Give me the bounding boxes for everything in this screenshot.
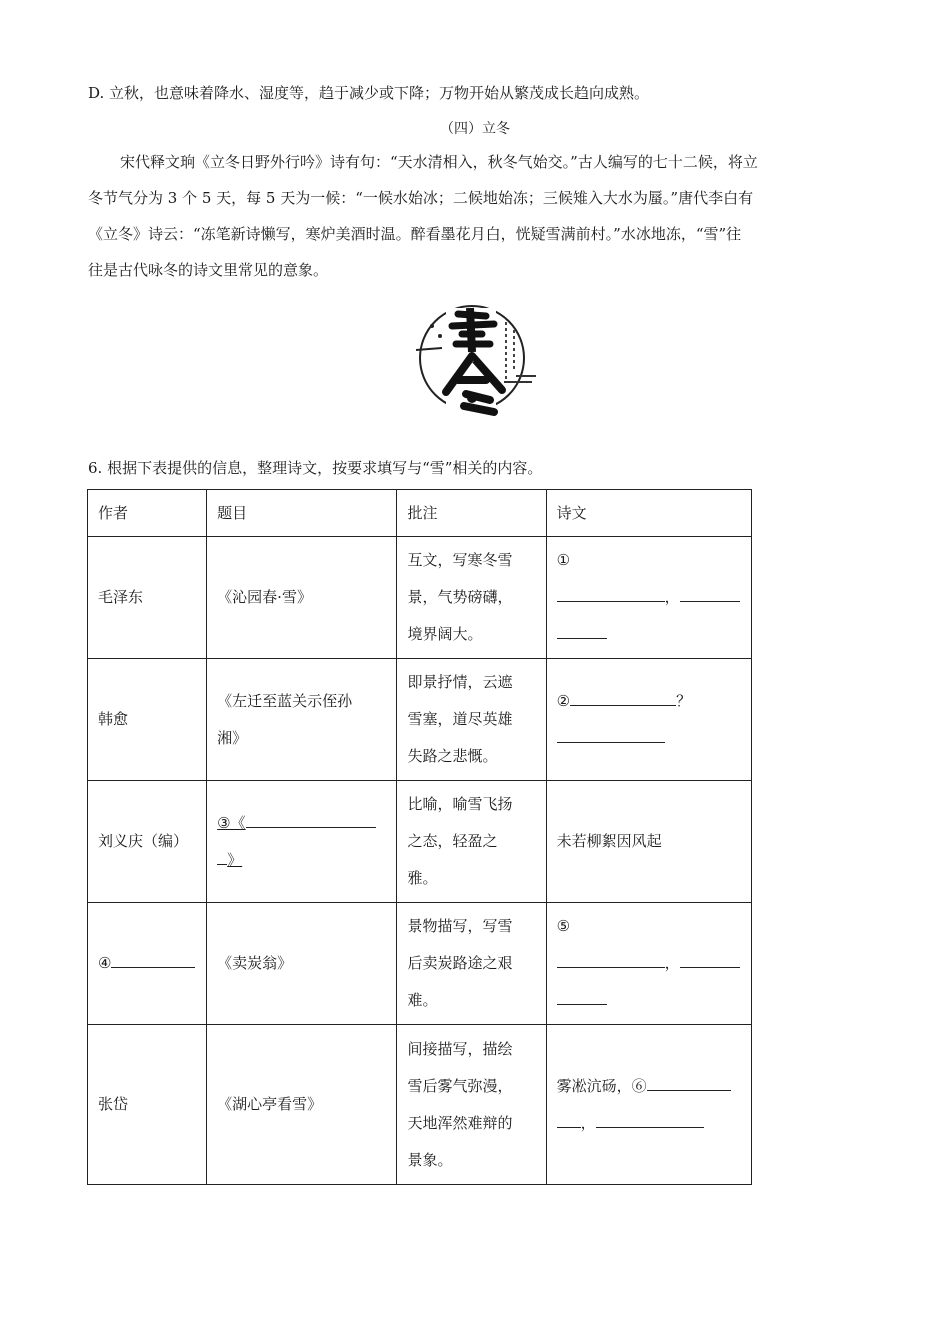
answer-blank[interactable] <box>647 1072 731 1091</box>
note-cell: 比喻，喻雪飞扬 之态，轻盈之 雅。 <box>397 781 546 903</box>
paragraph-line-3: 《立冬》诗云：“冻笔新诗懒写，寒炉美酒时温。醉看墨花月白，恍疑雪满前村。”水冰地冻，“雪”往 <box>88 225 742 243</box>
poem-cell: 未若柳絮因风起 <box>546 781 751 903</box>
author-cell: 刘义庆（编） <box>88 781 207 903</box>
poem-cell: ⑤ ， <box>546 903 751 1025</box>
author-cell: ④ <box>88 903 207 1025</box>
title-cell: 《卖炭翁》 <box>207 903 397 1025</box>
header-poem: 诗文 <box>546 490 751 537</box>
title-cell: ③《 》 <box>207 781 397 903</box>
answer-blank[interactable] <box>570 687 676 706</box>
table-row <box>88 537 752 659</box>
question-6: 6. 根据下表提供的信息，整理诗文，按要求填写与“雪”相关的内容。 <box>88 459 543 477</box>
author-cell: 毛泽东 <box>88 537 207 659</box>
answer-blank[interactable] <box>557 724 665 743</box>
header-author: 作者 <box>88 490 207 537</box>
answer-blank[interactable] <box>557 583 665 602</box>
note-cell: 景物描写，写雪 后卖炭路途之艰 难。 <box>397 903 546 1025</box>
answer-blank[interactable] <box>111 949 195 968</box>
table-header-row <box>88 490 752 537</box>
answer-blank[interactable] <box>557 986 607 1005</box>
answer-blank[interactable] <box>680 949 740 968</box>
note-cell: 间接描写，描绘 雪后雾气弥漫， 天地浑然难辩的 景象。 <box>397 1025 546 1185</box>
section-title: （四）立冬 <box>440 121 510 137</box>
answer-blank[interactable] <box>217 846 227 865</box>
poem-cell: 雾凇沆砀，⑥ ， <box>546 1025 751 1185</box>
header-note: 批注 <box>397 490 546 537</box>
answer-blank[interactable] <box>680 583 740 602</box>
poem-cell: ① ， <box>546 537 751 659</box>
paragraph-line-4: 往是古代咏冬的诗文里常见的意象。 <box>88 261 329 279</box>
author-cell: 张岱 <box>88 1025 207 1185</box>
poem-cell: ② ？ <box>546 659 751 781</box>
note-cell: 即景抒情，云遮 雪塞，道尽英雄 失路之悲慨。 <box>397 659 546 781</box>
title-cell: 《湖心亭看雪》 <box>207 1025 397 1185</box>
title-cell: 《左迁至蓝关示侄孙 湘》 <box>207 659 397 781</box>
lidong-calligraphy-icon <box>406 300 546 418</box>
note-cell: 互文，写寒冬雪 景，气势磅礴， 境界阔大。 <box>397 537 546 659</box>
table-row <box>88 1025 752 1185</box>
option-d: D. 立秋，也意味着降水、湿度等，趋于减少或下降；万物开始从繁茂成长趋向成熟。 <box>88 84 650 102</box>
author-cell: 韩愈 <box>88 659 207 781</box>
title-cell: 《沁园春·雪》 <box>207 537 397 659</box>
paragraph-line-1: 宋代释文珦《立冬日野外行吟》诗有句：“天水清相入，秋冬气始交。”古人编写的七十二候，将立 <box>120 153 758 171</box>
answer-blank[interactable] <box>246 809 376 828</box>
answer-blank[interactable] <box>557 949 665 968</box>
table-row <box>88 903 752 1025</box>
paragraph-line-2: 冬节气分为 3 个 5 天，每 5 天为一候：“一候水始冰；二候地始冻；三候雉入大水为蜃。”唐代李白有 <box>88 189 754 207</box>
answer-blank[interactable] <box>596 1109 704 1128</box>
svg-text:立冬: 立冬 <box>472 362 474 363</box>
table-row <box>88 659 752 781</box>
answer-blank[interactable] <box>557 1109 581 1128</box>
header-title: 题目 <box>207 490 397 537</box>
answer-blank[interactable] <box>557 620 607 639</box>
poem-table <box>87 489 752 1185</box>
table-row <box>88 781 752 903</box>
